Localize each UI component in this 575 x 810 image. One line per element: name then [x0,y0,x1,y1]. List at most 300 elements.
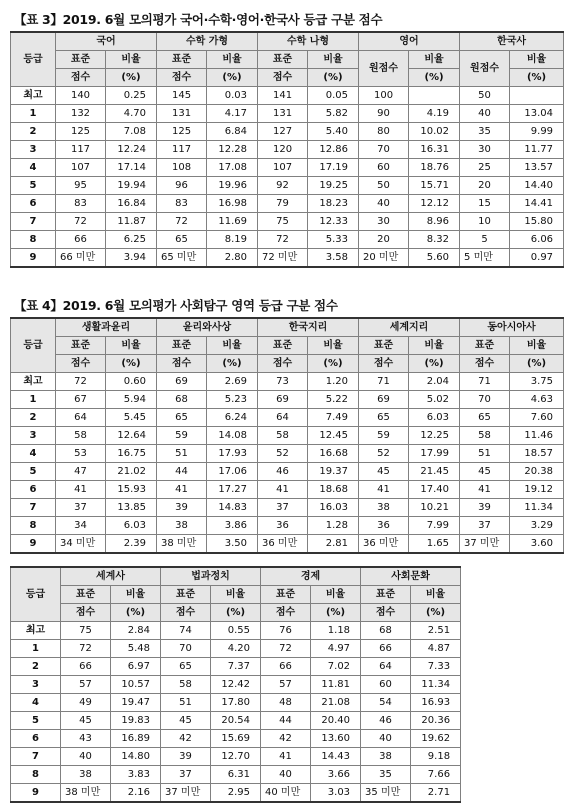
ratio-cell: 6.84 [207,123,258,141]
ratio-cell: 17.14 [106,159,157,177]
ratio-cell: 6.03 [106,517,157,535]
score-cell: 68 [361,622,411,640]
score-cell: 72 [258,231,308,249]
col-label: 표준 [56,51,106,69]
table-3-body [11,87,564,268]
score-cell: 125 [56,123,106,141]
ratio-cell: 19.47 [111,694,161,712]
ratio-cell: 3.75 [510,373,564,391]
grade-cell: 6 [11,730,61,748]
score-cell: 57 [261,676,311,694]
ratio-cell: 15.80 [510,213,564,231]
score-cell: 38 [361,748,411,766]
score-cell: 51 [157,445,207,463]
ratio-cell: 19.62 [411,730,461,748]
table-row [11,622,461,640]
grade-cell: 최고 [11,87,56,105]
ratio-cell: 1.20 [308,373,359,391]
ratio-cell: 16.93 [411,694,461,712]
table-row [11,177,564,195]
ratio-cell: 3.58 [308,249,359,268]
score-cell: 68 [157,391,207,409]
col-label: 비율 [106,51,157,69]
col-label: 표준 [157,337,207,355]
col-label: 표준 [61,586,111,604]
grade-header: 등급 [11,318,56,373]
score-cell: 125 [157,123,207,141]
ratio-cell: 7.60 [510,409,564,427]
ratio-cell: 11.34 [510,499,564,517]
score-cell: 58 [161,676,211,694]
col-label: 표준 [258,51,308,69]
table-row [11,409,564,427]
col-label: 점수 [261,604,311,622]
table-4-body [11,373,564,554]
score-cell: 54 [361,694,411,712]
score-cell: 65 [460,409,510,427]
ratio-cell: 14.80 [111,748,161,766]
ratio-cell: 21.02 [106,463,157,481]
score-cell: 69 [258,391,308,409]
score-cell: 52 [258,445,308,463]
score-cell: 20 [460,177,510,195]
col-label: 표준 [56,337,106,355]
score-cell: 41 [359,481,409,499]
ratio-cell: 3.94 [106,249,157,268]
grade-cell: 8 [11,231,56,249]
ratio-cell: 3.60 [510,535,564,554]
ratio-cell: 6.06 [510,231,564,249]
ratio-cell: 19.37 [308,463,359,481]
grade-cell: 8 [11,517,56,535]
ratio-cell: 12.70 [211,748,261,766]
score-cell: 66 [261,658,311,676]
ratio-cell: 0.55 [211,622,261,640]
ratio-cell: 16.89 [111,730,161,748]
table-4b-body [11,622,461,803]
grade-cell: 최고 [11,373,56,391]
ratio-cell: 12.12 [409,195,460,213]
ratio-cell: 4.17 [207,105,258,123]
grade-cell: 4 [11,694,61,712]
ratio-cell: 12.33 [308,213,359,231]
score-cell: 30 [460,141,510,159]
score-cell: 37 [460,517,510,535]
grade-cell: 4 [11,159,56,177]
score-cell: 83 [157,195,207,213]
ratio-cell: 11.34 [411,676,461,694]
score-cell: 66 [361,640,411,658]
col-label: 비율 [207,337,258,355]
grade-cell: 5 [11,463,56,481]
score-cell: 69 [157,373,207,391]
score-cell: 35 [460,123,510,141]
ratio-cell: 0.25 [106,87,157,105]
ratio-cell: 7.66 [411,766,461,784]
ratio-cell: 17.93 [207,445,258,463]
grade-header: 등급 [11,32,56,87]
ratio-cell: 12.25 [409,427,460,445]
score-cell: 67 [56,391,106,409]
ratio-cell: 15.69 [211,730,261,748]
ratio-cell: 9.18 [411,748,461,766]
ratio-cell: 13.60 [311,730,361,748]
table-3-title: 【표 3】2019. 6월 모의평가 국어·수학·영어·한국사 등급 구분 점수 [14,12,383,27]
score-cell: 35 [361,766,411,784]
score-cell: 38 미만 [157,535,207,554]
ratio-cell: 3.83 [111,766,161,784]
ratio-cell: 5.23 [207,391,258,409]
table-row [11,640,461,658]
col-label: 점수 [56,69,106,87]
score-cell: 107 [258,159,308,177]
score-cell: 30 [359,213,409,231]
score-cell: 50 [359,177,409,195]
table-row [11,195,564,213]
score-cell: 83 [56,195,106,213]
score-cell: 58 [258,427,308,445]
score-cell: 72 [56,213,106,231]
ratio-cell: 12.64 [106,427,157,445]
score-cell: 37 미만 [460,535,510,554]
score-cell: 60 [359,159,409,177]
header-row-labels-1 [11,586,461,604]
score-cell: 80 [359,123,409,141]
ratio-cell: 7.02 [311,658,361,676]
col-label: 비율 [409,337,460,355]
ratio-cell: 13.85 [106,499,157,517]
score-cell: 15 [460,195,510,213]
col-label: 비율 [311,586,361,604]
ratio-cell: 18.57 [510,445,564,463]
ratio-cell: 15.93 [106,481,157,499]
score-cell: 40 [61,748,111,766]
ratio-cell: 13.57 [510,159,564,177]
table-row [11,481,564,499]
table-row [11,658,461,676]
score-cell: 72 [157,213,207,231]
ratio-cell: 4.97 [311,640,361,658]
ratio-cell: 10.57 [111,676,161,694]
grade-cell: 최고 [11,622,61,640]
subject-header: 세계지리 [359,318,460,337]
col-label: (%) [211,604,261,622]
subject-header: 국어 [56,32,157,51]
ratio-cell: 14.83 [207,499,258,517]
score-cell: 64 [258,409,308,427]
ratio-cell: 1.28 [308,517,359,535]
col-label: 점수 [361,604,411,622]
score-cell: 60 [361,676,411,694]
ratio-cell: 3.29 [510,517,564,535]
score-cell: 51 [161,694,211,712]
col-label: 비율 [207,51,258,69]
grade-cell: 7 [11,499,56,517]
ratio-cell: 6.31 [211,766,261,784]
ratio-cell: 2.39 [106,535,157,554]
col-label: 표준 [261,586,311,604]
score-cell: 107 [56,159,106,177]
score-cell: 40 [361,730,411,748]
ratio-cell: 12.28 [207,141,258,159]
score-cell: 131 [157,105,207,123]
header-row-labels-1 [11,337,564,355]
ratio-cell: 11.77 [510,141,564,159]
score-cell: 5 [460,231,510,249]
score-cell: 36 미만 [359,535,409,554]
score-cell: 75 [61,622,111,640]
ratio-cell: 5.33 [308,231,359,249]
header-row-subjects [11,318,564,337]
table-row [11,499,564,517]
ratio-cell: 14.08 [207,427,258,445]
ratio-cell: 10.21 [409,499,460,517]
ratio-cell: 7.08 [106,123,157,141]
ratio-cell: 16.31 [409,141,460,159]
score-cell: 52 [359,445,409,463]
table-row [11,373,564,391]
subject-header: 세계사 [61,567,161,586]
score-cell: 40 [359,195,409,213]
score-cell: 41 [56,481,106,499]
grade-cell: 1 [11,391,56,409]
table-row [11,445,564,463]
score-cell: 131 [258,105,308,123]
score-cell: 140 [56,87,106,105]
ratio-cell: 8.96 [409,213,460,231]
score-cell: 36 [359,517,409,535]
ratio-cell: 2.04 [409,373,460,391]
score-cell: 73 [258,373,308,391]
col-label: 점수 [258,69,308,87]
ratio-cell: 16.84 [106,195,157,213]
grade-cell: 9 [11,249,56,268]
ratio-cell: 2.51 [411,622,461,640]
grade-cell: 1 [11,640,61,658]
score-cell: 96 [157,177,207,195]
col-label: (%) [111,604,161,622]
col-label: 점수 [61,604,111,622]
ratio-cell: 19.96 [207,177,258,195]
score-cell: 41 [460,481,510,499]
score-cell: 100 [359,87,409,105]
score-cell: 65 [157,409,207,427]
score-cell: 72 미만 [258,249,308,268]
subject-header: 수학 가형 [157,32,258,51]
col-label: (%) [411,604,461,622]
col-label: 점수 [161,604,211,622]
score-cell: 127 [258,123,308,141]
ratio-cell: 4.87 [411,640,461,658]
table-4-title: 【표 4】2019. 6월 모의평가 사회탐구 영역 등급 구분 점수 [14,298,338,313]
ratio-cell: 6.25 [106,231,157,249]
score-cell: 64 [56,409,106,427]
ratio-cell: 20.38 [510,463,564,481]
ratio-cell: 4.19 [409,105,460,123]
score-cell: 117 [157,141,207,159]
table-row [11,517,564,535]
score-cell: 37 [161,766,211,784]
col-label: (%) [308,355,359,373]
ratio-cell: 6.03 [409,409,460,427]
col-label: 비율 [308,337,359,355]
col-label: 비율 [409,51,460,69]
ratio-cell: 1.18 [311,622,361,640]
score-cell: 65 [359,409,409,427]
col-label: 점수 [157,355,207,373]
subject-header: 법과정치 [161,567,261,586]
score-cell: 66 미만 [56,249,106,268]
score-cell: 71 [460,373,510,391]
subject-header: 윤리와사상 [157,318,258,337]
col-label: 비율 [111,586,161,604]
header-row-subjects [11,32,564,51]
grade-cell: 5 [11,712,61,730]
ratio-cell: 14.40 [510,177,564,195]
ratio-cell: 12.86 [308,141,359,159]
table-row [11,427,564,445]
ratio-cell: 1.65 [409,535,460,554]
score-cell: 141 [258,87,308,105]
score-cell: 145 [157,87,207,105]
col-label: 표준 [161,586,211,604]
ratio-cell: 11.81 [311,676,361,694]
score-cell: 34 [56,517,106,535]
col-label: 표준 [258,337,308,355]
subject-header: 영어 [359,32,460,51]
score-cell: 37 [258,499,308,517]
ratio-cell: 20.40 [311,712,361,730]
score-cell: 43 [61,730,111,748]
ratio-cell: 5.22 [308,391,359,409]
score-cell: 25 [460,159,510,177]
col-label: (%) [207,355,258,373]
ratio-cell: 13.04 [510,105,564,123]
ratio-cell: 16.98 [207,195,258,213]
score-cell: 45 [359,463,409,481]
subject-header: 동아시아사 [460,318,564,337]
ratio-cell: 4.20 [211,640,261,658]
table-row [11,730,461,748]
score-cell: 66 [61,658,111,676]
ratio-cell: 2.69 [207,373,258,391]
ratio-cell: 8.32 [409,231,460,249]
ratio-cell: 17.27 [207,481,258,499]
grade-cell: 7 [11,213,56,231]
ratio-cell: 12.42 [211,676,261,694]
score-cell: 64 [361,658,411,676]
ratio-cell: 10.02 [409,123,460,141]
col-label: 점수 [460,355,510,373]
score-cell: 70 [359,141,409,159]
score-cell: 70 [161,640,211,658]
ratio-cell: 2.16 [111,784,161,803]
score-cell: 59 [157,427,207,445]
score-cell: 41 [157,481,207,499]
score-cell: 41 [261,748,311,766]
ratio-cell: 2.84 [111,622,161,640]
score-cell: 20 [359,231,409,249]
table-row [11,712,461,730]
score-cell: 40 [460,105,510,123]
table-3-korean-math-english-history [10,31,564,268]
subject-header: 수학 나형 [258,32,359,51]
score-cell: 49 [61,694,111,712]
col-label: (%) [106,69,157,87]
col-label: 표준 [359,337,409,355]
score-cell: 108 [157,159,207,177]
ratio-cell: 5.40 [308,123,359,141]
header-row-labels-2 [11,355,564,373]
col-label: (%) [207,69,258,87]
ratio-cell: 21.45 [409,463,460,481]
score-cell: 72 [61,640,111,658]
table-row [11,213,564,231]
ratio-cell: 7.37 [211,658,261,676]
score-cell: 58 [460,427,510,445]
score-cell: 37 미만 [161,784,211,803]
ratio-cell: 4.63 [510,391,564,409]
table-row [11,463,564,481]
subject-header: 한국지리 [258,318,359,337]
ratio-cell: 6.97 [111,658,161,676]
ratio-cell: 3.03 [311,784,361,803]
ratio-cell: 9.99 [510,123,564,141]
score-cell: 36 [258,517,308,535]
col-label: 비율 [411,586,461,604]
ratio-cell: 2.95 [211,784,261,803]
grade-cell: 3 [11,676,61,694]
ratio-cell: 20.54 [211,712,261,730]
col-label: 비율 [211,586,261,604]
score-cell: 117 [56,141,106,159]
score-cell: 10 [460,213,510,231]
col-label: 원점수 [359,51,409,87]
ratio-cell: 5.48 [111,640,161,658]
col-label: 점수 [359,355,409,373]
table-row [11,249,564,268]
score-cell: 66 [56,231,106,249]
ratio-cell: 5.82 [308,105,359,123]
score-cell: 46 [361,712,411,730]
table-row [11,748,461,766]
grade-cell: 2 [11,658,61,676]
score-cell: 75 [258,213,308,231]
score-cell: 71 [359,373,409,391]
table-row [11,231,564,249]
table-4-social-studies-b [10,566,461,803]
col-label: 표준 [157,51,207,69]
score-cell: 41 [258,481,308,499]
ratio-cell: 21.08 [311,694,361,712]
ratio-cell: 7.33 [411,658,461,676]
score-cell: 42 [261,730,311,748]
subject-header: 생활과윤리 [56,318,157,337]
score-cell: 65 미만 [157,249,207,268]
grade-cell: 4 [11,445,56,463]
ratio-cell: 3.86 [207,517,258,535]
score-cell: 39 [460,499,510,517]
score-cell: 39 [157,499,207,517]
score-cell: 70 [460,391,510,409]
table-row [11,123,564,141]
score-cell: 39 [161,748,211,766]
ratio-cell: 17.40 [409,481,460,499]
score-cell: 51 [460,445,510,463]
col-label: (%) [106,355,157,373]
col-label: 점수 [258,355,308,373]
score-cell: 74 [161,622,211,640]
